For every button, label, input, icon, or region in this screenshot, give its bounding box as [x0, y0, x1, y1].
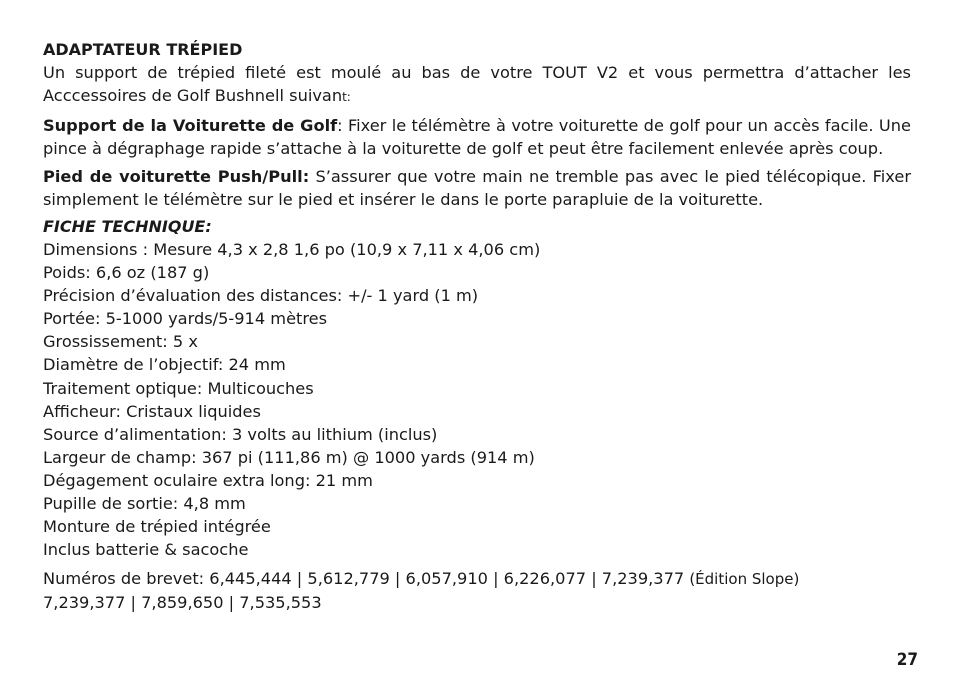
page-number: 27 [896, 650, 918, 670]
tripod-text-tail: t: [342, 90, 351, 104]
tripod-paragraph [43, 61, 911, 109]
tripod-heading: ADAPTATEUR TRÉPIED [43, 40, 243, 59]
spec-line: Source d’alimentation: 3 volts au lithium (inclus) [43, 424, 438, 444]
spec-line: Grossissement: 5 x [43, 332, 198, 352]
cart-mount-paragraph [43, 114, 911, 160]
patents-edition: (Édition Slope) [689, 570, 800, 589]
push-pull-label: Pied de voiturette Push/Pull: [43, 167, 310, 186]
spec-line: Traitement optique: Multicouches [43, 378, 314, 398]
spec-line: Précision d’évaluation des distances: +/- 1 yard (1 m) [43, 286, 479, 306]
spec-line: Poids: 6,6 oz (187 g) [43, 263, 210, 283]
patents-paragraph [43, 567, 911, 614]
spec-line: Afficheur: Cristaux liquides [43, 401, 261, 421]
cart-mount-label: Support de la Voiturette de Golf [43, 116, 338, 135]
patents-main: Numéros de brevet: 6,445,444 | 5,612,779 | 6,057,910 | 6,226,077 | 7,239,377 [43, 569, 690, 589]
spec-line: Dégagement oculaire extra long: 21 mm [43, 470, 373, 490]
specs-list [43, 238, 911, 561]
tripod-text: Un support de trépied fileté est moulé au bas de votre TOUT V2 et vous permettra d’attacher les Acccessoires de Golf Bushnell suivan [43, 63, 911, 105]
spec-line: Monture de trépied intégrée [43, 517, 271, 537]
spec-line: Pupille de sortie: 4,8 mm [43, 494, 246, 514]
spec-line: Portée: 5-1000 yards/5-914 mètres [43, 309, 328, 329]
manual-page [43, 39, 911, 614]
cart-mount-text: : Fixer le télémètre à votre voiturette de golf pour un accès facile. Une pince à dégraphage rapide s’attache à la voiturette de golf et peut être facilement enlevée après coup. [43, 116, 911, 158]
specs-heading: FICHE TECHNIQUE: [43, 217, 212, 236]
spec-line: Diamètre de l’objectif: 24 mm [43, 355, 286, 375]
push-pull-text: S’assurer que votre main ne tremble pas avec le pied télécopique. Fixer simplement le télémètre sur le pied et insérer le dans le porte parapluie de la voiturette. [43, 167, 911, 209]
patents-line2: 7,239,377 | 7,859,650 | 7,535,553 [43, 593, 322, 613]
spec-line: Largeur de champ: 367 pi (111,86 m) @ 1000 yards (914 m) [43, 447, 535, 467]
push-pull-paragraph [43, 165, 911, 211]
spec-line: Dimensions : Mesure 4,3 x 2,8 1,6 po (10,9 x 7,11 x 4,06 cm) [43, 240, 541, 259]
spec-line: Inclus batterie & sacoche [43, 540, 249, 560]
